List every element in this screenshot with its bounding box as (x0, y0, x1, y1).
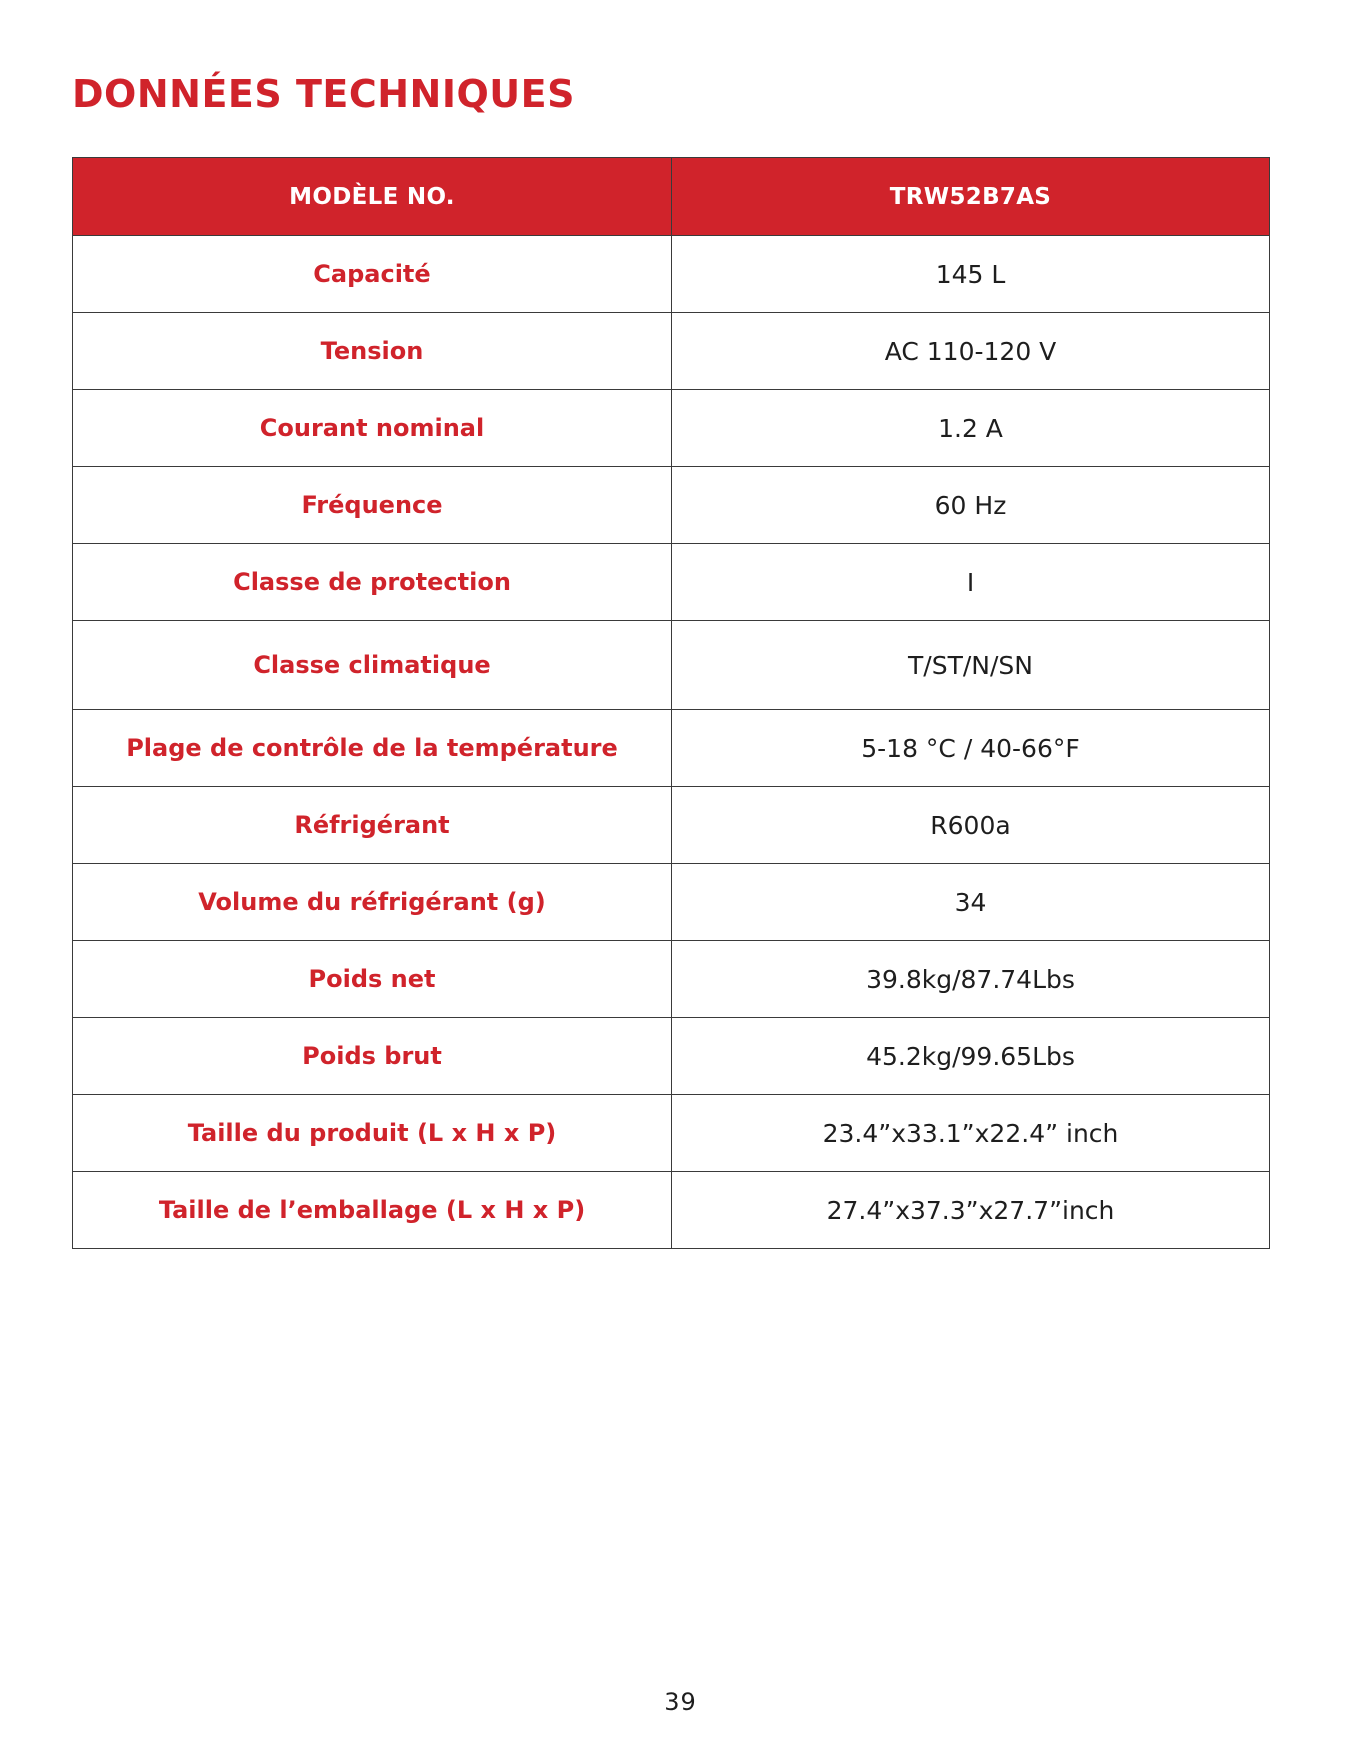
table-row (73, 1172, 1270, 1249)
table-row (73, 710, 1270, 787)
row-label: Réfrigérant (73, 787, 672, 864)
row-value: 45.2kg/99.65Lbs (672, 1018, 1270, 1095)
row-label: Capacité (73, 236, 672, 313)
row-value: 23.4”x33.1”x22.4” inch (672, 1095, 1270, 1172)
row-label: Plage de contrôle de la température (73, 710, 672, 787)
table-row (73, 236, 1270, 313)
header-model-number: TRW52B7AS (672, 158, 1270, 236)
row-label: Courant nominal (73, 390, 672, 467)
table-row (73, 1018, 1270, 1095)
row-value: I (672, 544, 1270, 621)
table-header-row (73, 158, 1270, 236)
row-value: 39.8kg/87.74Lbs (672, 941, 1270, 1018)
row-value: 5-18 °C / 40-66°F (672, 710, 1270, 787)
table-row (73, 787, 1270, 864)
table-row (73, 544, 1270, 621)
row-value: AC 110-120 V (672, 313, 1270, 390)
row-value: 27.4”x37.3”x27.7”inch (672, 1172, 1270, 1249)
table-row (73, 313, 1270, 390)
row-value: 145 L (672, 236, 1270, 313)
table-row (73, 467, 1270, 544)
row-value: 34 (672, 864, 1270, 941)
table-row (73, 1095, 1270, 1172)
table-row (73, 864, 1270, 941)
table-row (73, 390, 1270, 467)
row-value: R600a (672, 787, 1270, 864)
header-model-label: MODÈLE NO. (73, 158, 672, 236)
row-label: Classe climatique (73, 621, 672, 710)
table-row (73, 941, 1270, 1018)
row-label: Fréquence (73, 467, 672, 544)
row-label: Volume du réfrigérant (g) (73, 864, 672, 941)
spec-table (72, 157, 1270, 1249)
row-label: Taille du produit (L x H x P) (73, 1095, 672, 1172)
row-label: Taille de l’emballage (L x H x P) (73, 1172, 672, 1249)
page-number: 39 (664, 1688, 697, 1716)
row-label: Poids brut (73, 1018, 672, 1095)
page-title: DONNÉES TECHNIQUES (72, 72, 575, 116)
row-value: T/ST/N/SN (672, 621, 1270, 710)
row-value: 1.2 A (672, 390, 1270, 467)
table-row (73, 621, 1270, 710)
row-label: Classe de protection (73, 544, 672, 621)
row-label: Poids net (73, 941, 672, 1018)
row-label: Tension (73, 313, 672, 390)
row-value: 60 Hz (672, 467, 1270, 544)
